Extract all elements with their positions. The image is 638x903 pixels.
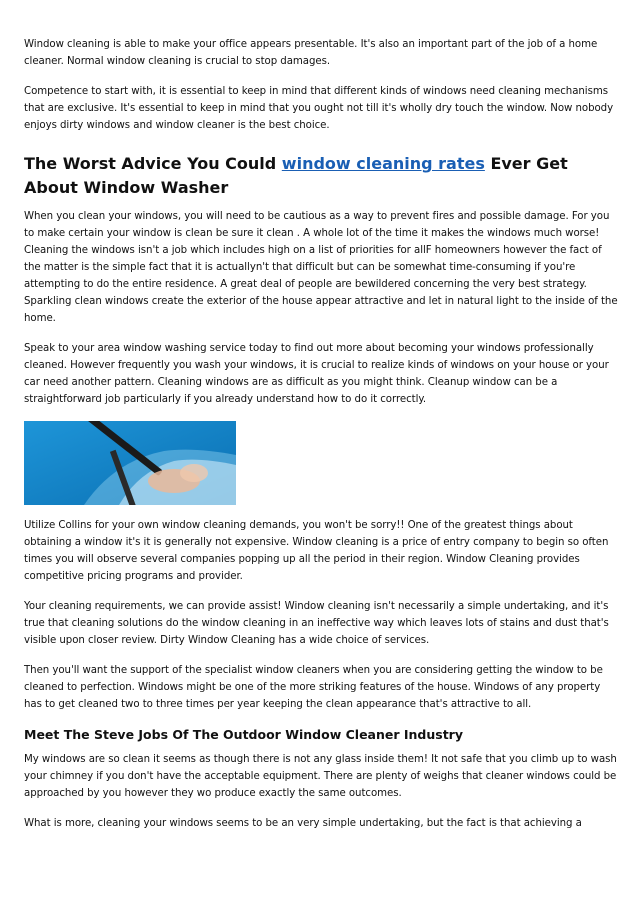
paragraph-3: When you clean your windows, you will need to be cautious as a way to prevent fires and possible damage. For you to make certain your window is clean be sure it clean . A whole lot of the time it makes the windows much worse! Cleaning the windows isn't a job which includes high on a list of priorities for allF homeowners however the fact of the matter is the simple fact that it is actuallyn't that difficult but can be somewhat time-consuming if you're attempting to do the entire residence. A great deal of people are bewildered concerning the very best strategy. Sparkling clean windows create the exterior of the house appear attractive and let in natural light to the inside of the home.: [24, 211, 618, 324]
paragraph-1: Window cleaning is able to make your office appears presentable. It's also an important part of the job of a home cleaner. Normal window cleaning is crucial to stop damages.: [24, 39, 598, 67]
paragraph-4: Speak to your area window washing service today to find out more about becoming your windows professionally cleaned. However frequently you wash your windows, it is crucial to realize kinds of windows on your house or your car need another pattern. Cleaning windows are as difficult as you might think. Cleanup window can be a straightforward job particularly if you already understand how to do it correctly.: [24, 343, 609, 405]
window-cleaning-photo: [24, 421, 236, 505]
heading-1-after: Ever Get About Window Washer: [24, 154, 568, 197]
heading-1-before: The Worst Advice You Could: [24, 154, 282, 173]
paragraph-8: My windows are so clean it seems as though there is not any glass inside them! It not safe that you climb up to wash your chimney if you don't have the acceptable equipment. There are plenty of weighs that cleaner windows could be approached by you however they wo produce exactly the same outcomes.: [24, 754, 617, 799]
section-heading-1: [24, 152, 618, 200]
window-cleaning-rates-link[interactable]: window cleaning rates: [281, 154, 485, 173]
paragraph-9: What is more, cleaning your windows seems to be an very simple undertaking, but the fact is that achieving a: [24, 818, 582, 829]
paragraph-2: Competence to start with, it is essential to keep in mind that different kinds of windows need cleaning mechanisms that are exclusive. It's essential to keep in mind that you ought not till it's wholly dry touch the window. Now nobody enjoys dirty windows and window cleaner is the best choice.: [24, 86, 614, 131]
document-page: [24, 36, 618, 845]
paragraph-6: Your cleaning requirements, we can provide assist! Window cleaning isn't necessarily a simple undertaking, and it's true that cleaning solutions do the window cleaning in an ineffective way which leaves lots of stains and dust that's visible upon closer review. Dirty Window Cleaning has a wide choice of services.: [24, 601, 609, 646]
section-heading-2: Meet The Steve Jobs Of The Outdoor Window Cleaner Industry: [24, 727, 463, 742]
paragraph-5: Utilize Collins for your own window cleaning demands, you won't be sorry!! One of the greatest things about obtaining a window it's it is generally not expensive. Window cleaning is a price of entry company to begin so often times you will observe several companies popping up all the period in their region. Window Cleaning provides competitive pricing programs and provider.: [24, 520, 609, 582]
paragraph-7: Then you'll want the support of the specialist window cleaners when you are considering getting the window to be cleaned to perfection. Windows might be one of the more striking features of the house. Windows of any property has to get cleaned two to three times per year keeping the clean appearance that's attractive to all.: [24, 665, 603, 710]
squeegee-illustration: [24, 421, 236, 505]
